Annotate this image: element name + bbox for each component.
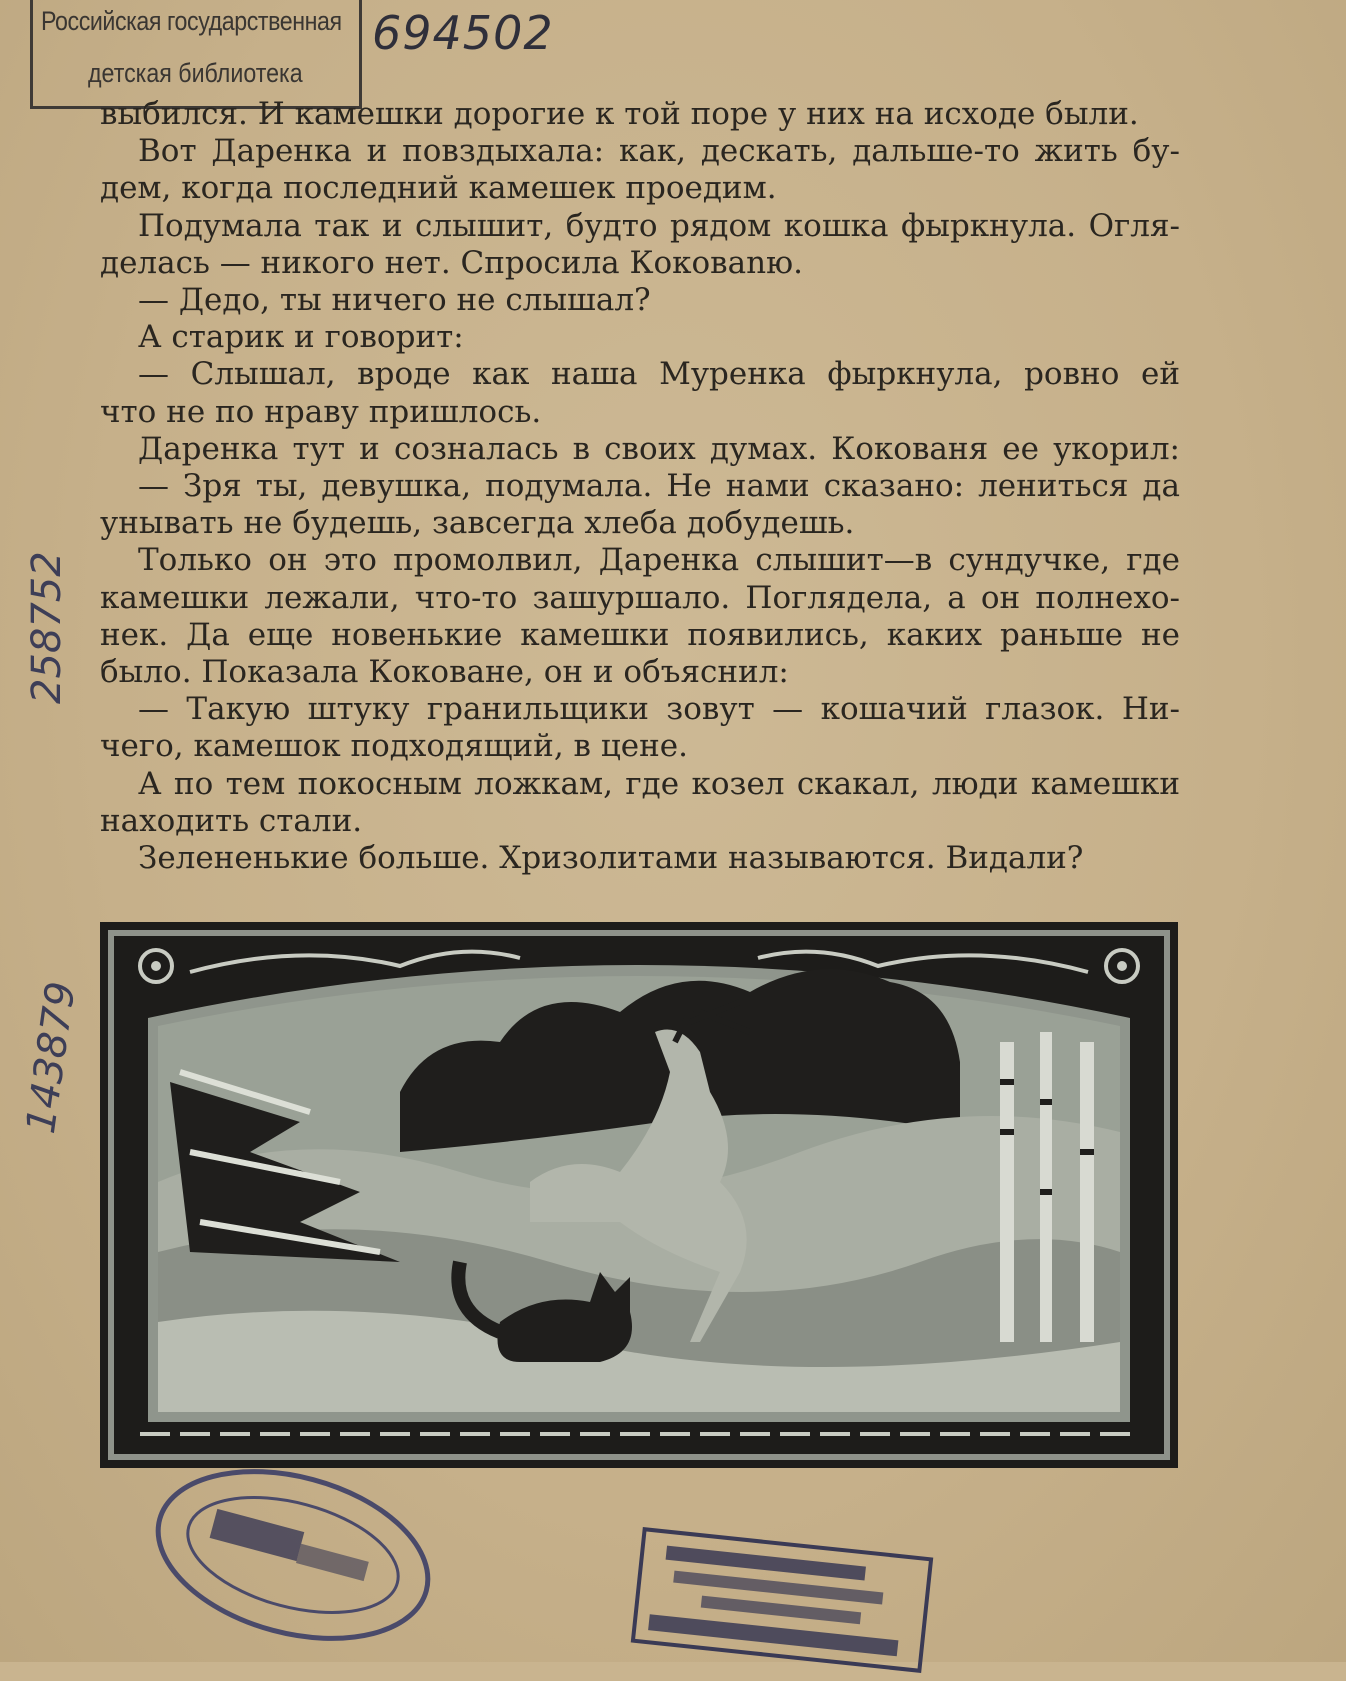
story-text bbox=[100, 96, 1180, 877]
illustration-deer-cat bbox=[100, 922, 1178, 1468]
text-line: Зелененькие больше. Хризолитами называются. Видали? bbox=[138, 840, 1084, 877]
text-line: Даренка тут и созналась в своих думах. Кокованя ее укорил: bbox=[138, 430, 1180, 467]
text-line: Подумала так и слышит, будто рядом кошка фыркнула. Огля- bbox=[138, 207, 1180, 244]
text-line: что не по нраву пришлось. bbox=[100, 393, 542, 430]
illustration-svg bbox=[100, 922, 1178, 1468]
text-line: было. Показала Коковане, он и объяснил: bbox=[100, 654, 789, 691]
text-line: А старик и говорит: bbox=[138, 319, 464, 356]
stamp-line-1: Российская государственная bbox=[41, 6, 342, 36]
library-stamp bbox=[30, 0, 362, 109]
margin-number-2: 143879 bbox=[18, 978, 85, 1137]
text-line: делась — никого нет. Спросила Коковаnю. bbox=[100, 244, 803, 281]
text-line: чего, камешок подходящий, в цене. bbox=[100, 728, 688, 765]
text-line: камешки лежали, что-то зашуршало. Поглядела, а он полнехо- bbox=[100, 579, 1180, 616]
inventory-number: 694502 bbox=[372, 6, 554, 60]
text-line: — Слышал, вроде как наша Муренка фыркнула, ровно ей bbox=[138, 356, 1180, 393]
rect-stamp-svg bbox=[626, 1523, 937, 1678]
text-line: — Такую штуку гранильщики зовут — кошачий глазок. Ни- bbox=[138, 691, 1180, 728]
margin-number-1: 258752 bbox=[24, 551, 70, 704]
text-line: унывать не будешь, завсегда хлеба добудешь. bbox=[100, 505, 855, 542]
text-line: нек. Да еще новенькие камешки появились, каких раньше не bbox=[100, 616, 1180, 653]
text-line: дем, когда последний камешек проедим. bbox=[100, 170, 777, 207]
text-line: находить стали. bbox=[100, 802, 363, 839]
text-line: — Зря ты, девушка, подумала. Не нами сказано: лениться да bbox=[138, 468, 1180, 505]
text-line: А по тем покосным ложкам, где козел скакал, люди камешки bbox=[138, 765, 1180, 802]
text-line: Только он это промолвил, Даренка слышит—в сундучке, где bbox=[138, 542, 1180, 579]
oval-library-stamp bbox=[131, 1435, 455, 1674]
text-line: выбился. И камешки дорогие к той поре у них на исходе были. bbox=[100, 96, 1139, 132]
stamp-line-2: детская библиотека bbox=[88, 58, 303, 88]
oval-stamp-svg bbox=[131, 1435, 455, 1674]
text-line: Вот Даренка и повздыхала: как, дескать, дальше-то жить бу- bbox=[138, 133, 1180, 170]
text-line: — Дедо, ты ничего не слышал? bbox=[138, 282, 651, 319]
rect-library-stamp bbox=[626, 1523, 937, 1678]
